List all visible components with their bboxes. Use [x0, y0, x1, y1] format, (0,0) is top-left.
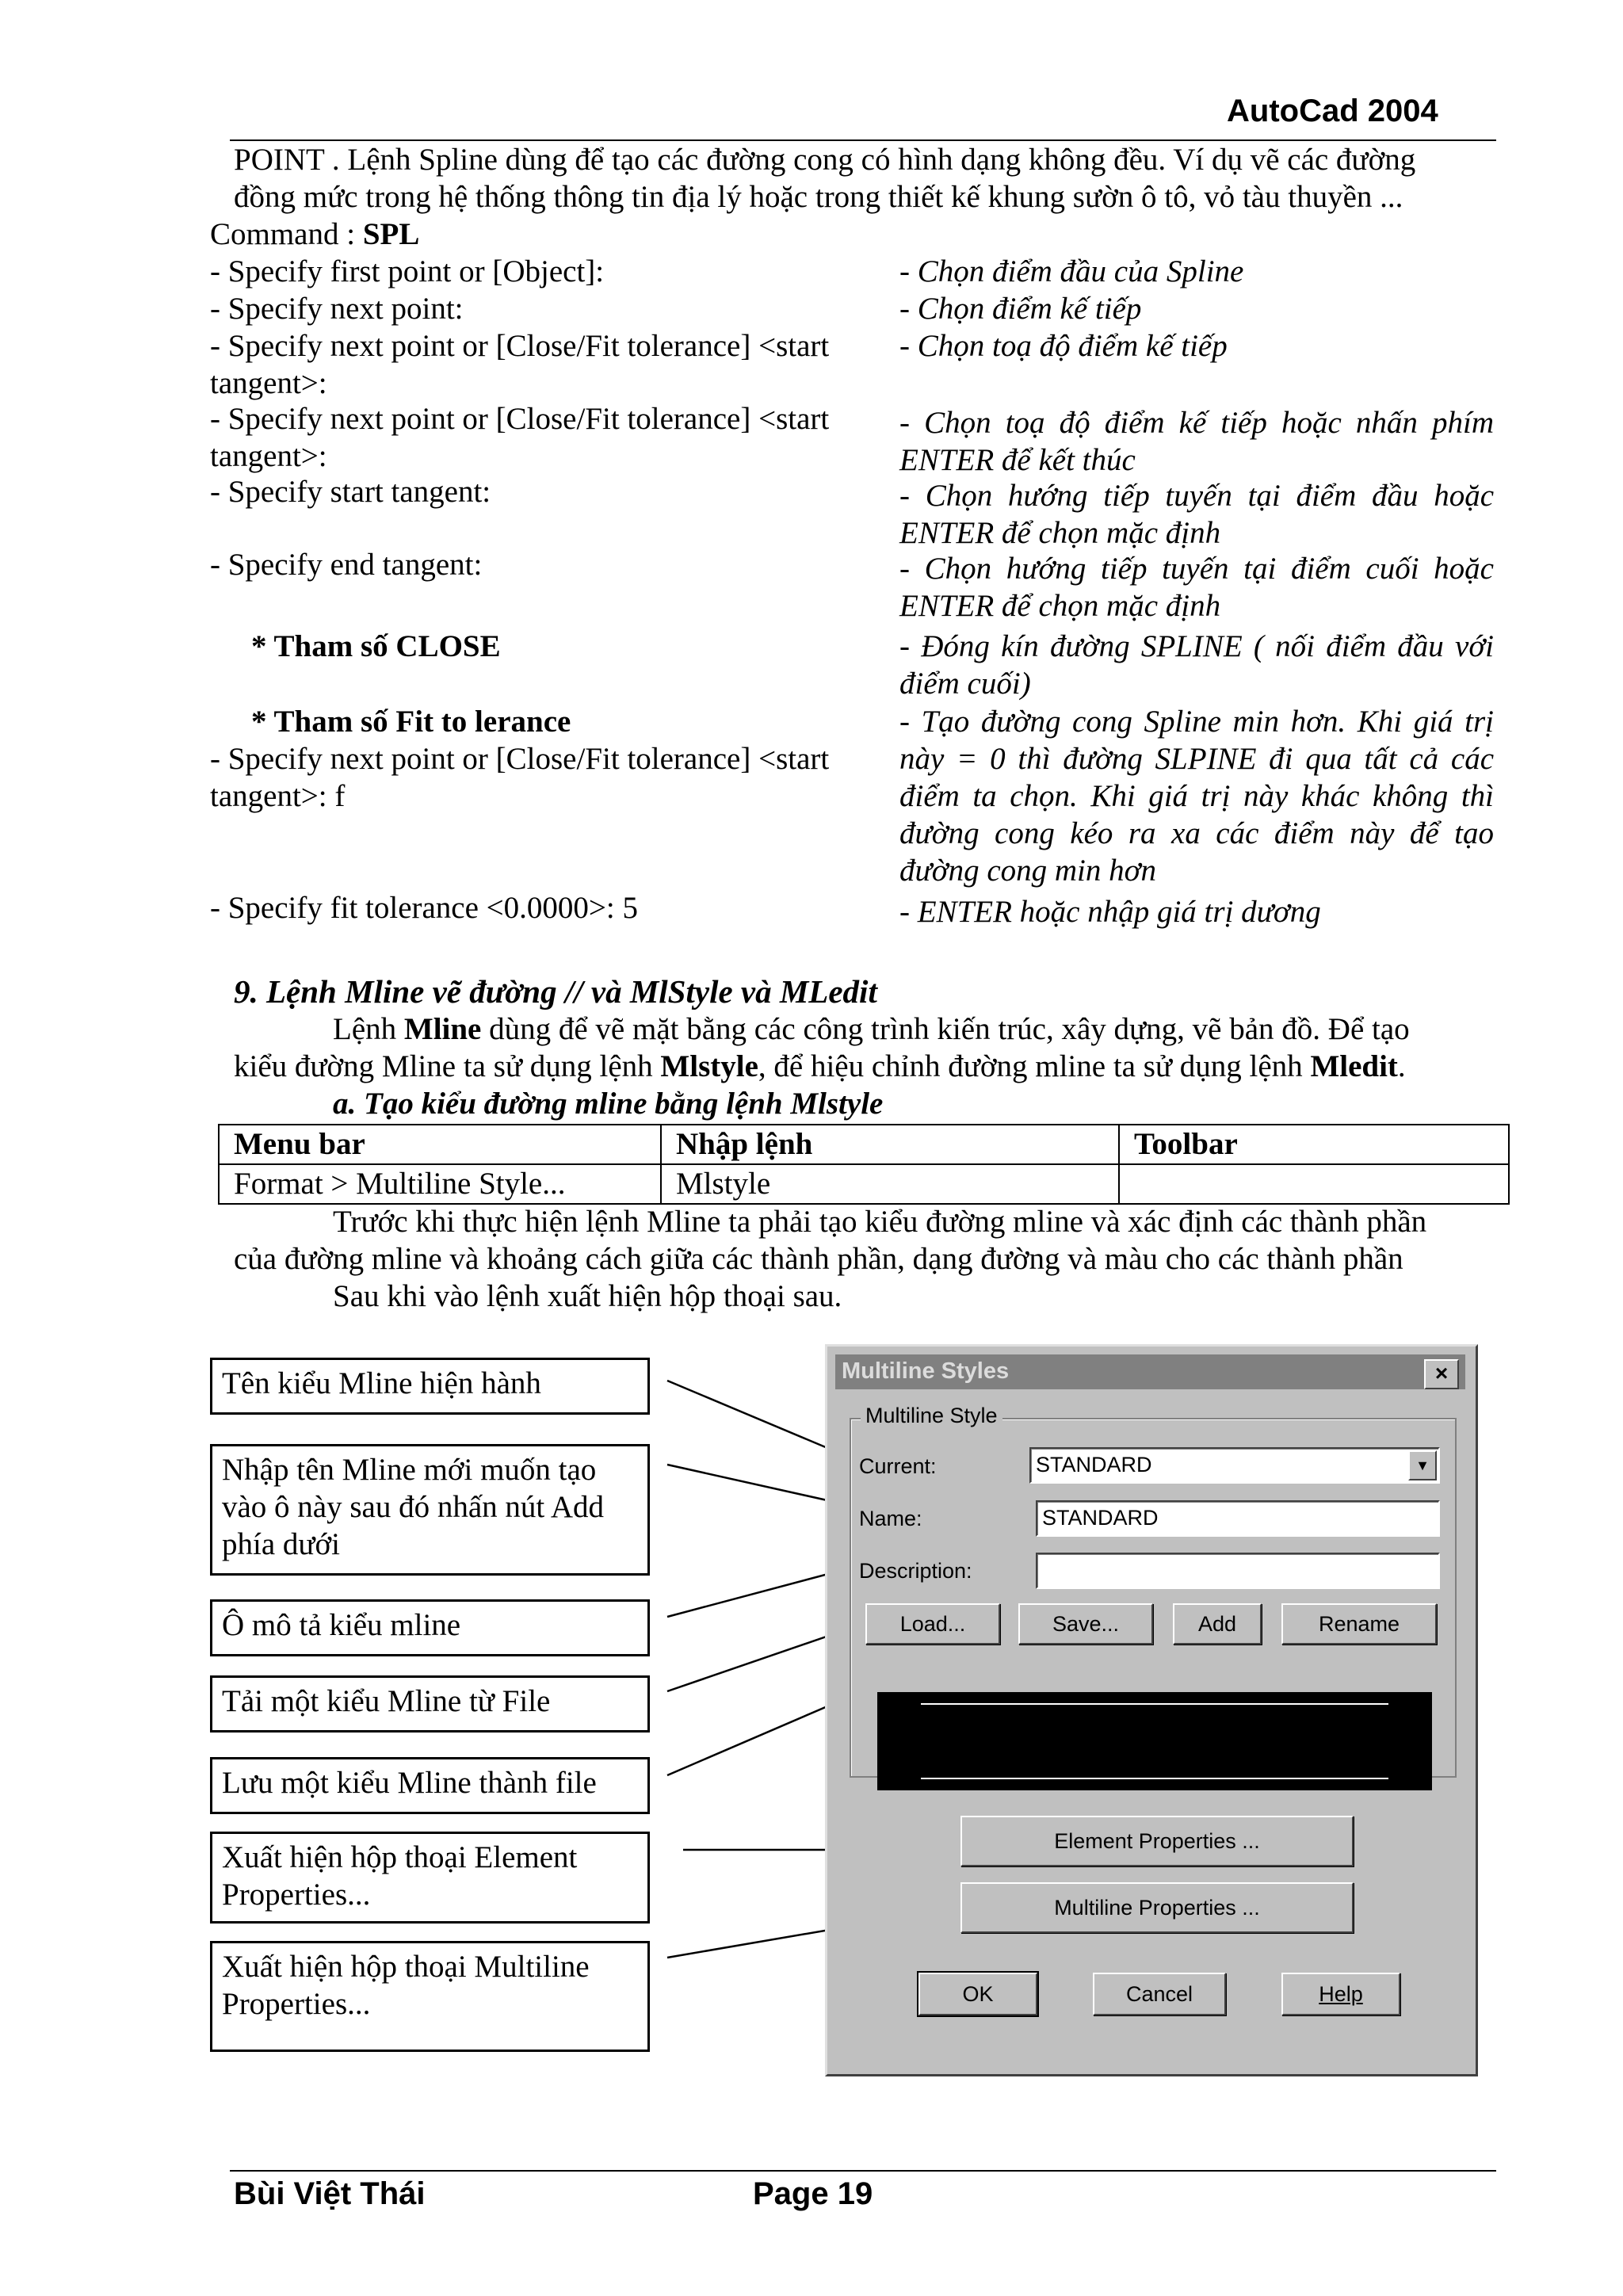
- table-cell: Format > Multiline Style...: [219, 1164, 661, 1204]
- header-title: AutoCad 2004: [1227, 94, 1438, 128]
- p1-text-c: dùng để vẽ mặt bằng các công trình kiến trúc, xây dựng, vẽ bản đồ. Để tạo: [481, 1012, 1410, 1046]
- help-button[interactable]: Help: [1281, 1973, 1400, 2015]
- current-style-dropdown[interactable]: [1029, 1447, 1440, 1484]
- current-label: Current:: [859, 1454, 937, 1478]
- spline-row-prompt: - Specify next point:: [210, 292, 464, 326]
- spline-row-prompt: - Specify fit tolerance <0.0000>: 5: [210, 891, 639, 925]
- callout-current-style: Tên kiểu Mline hiện hành: [210, 1358, 650, 1415]
- callout-load: Tải một kiểu Mline từ File: [210, 1675, 650, 1733]
- p2-text-b: Mlstyle: [660, 1049, 758, 1083]
- intro-line-2: đồng mức trong hệ thống thông tin địa lý hoặc trong thiết kế khung sườn ô tô, vỏ tàu thuyền ...: [234, 180, 1403, 214]
- section-subheading: a. Tạo kiểu đường mline bằng lệnh Mlstyle: [333, 1087, 884, 1121]
- multiline-properties-button[interactable]: Multiline Properties ...: [960, 1882, 1354, 1933]
- section-heading: 9. Lệnh Mline vẽ đường // và MlStyle và MLedit: [234, 973, 877, 1010]
- ok-button[interactable]: OK: [918, 1973, 1037, 2015]
- callout-multiline-properties: Xuất hiện hộp thoại Multiline Properties...: [210, 1941, 650, 2052]
- spline-row-prompt: * Tham số Fit to lerance: [251, 705, 571, 739]
- spline-row-desc: - Tạo đường cong Spline min hơn. Khi giá trị này = 0 thì đường SLPINE đi qua tất cả các điểm ta chọn. Khi giá trị này khác không thì đường cong kéo ra xa các điểm này để tạo đường cong min hơn: [899, 705, 1494, 888]
- spline-row-desc: - Đóng kín đường SPLINE ( nối điểm đầu với điểm cuối): [899, 629, 1494, 701]
- chevron-down-icon[interactable]: ▼: [1408, 1450, 1437, 1480]
- save-button[interactable]: Save...: [1018, 1603, 1153, 1645]
- spline-row-prompt: - Specify first point or [Object]:: [210, 254, 605, 288]
- callout-new-name: Nhập tên Mline mới muốn tạo vào ô này sau đó nhấn nút Add phía dưới: [210, 1444, 650, 1576]
- spline-row-desc: - Chọn hướng tiếp tuyến tại điểm đầu hoặc ENTER để chọn mặc định: [899, 479, 1494, 550]
- command-name: SPL: [362, 217, 420, 251]
- intro-line-1: POINT . Lệnh Spline dùng để tạo các đường cong có hình dạng không đều. Ví dụ vẽ các đường: [234, 143, 1416, 177]
- table-header-cell: Menu bar: [219, 1125, 661, 1164]
- spline-row-desc: - Chọn hướng tiếp tuyến tại điểm cuối hoặc ENTER để chọn mặc định: [899, 552, 1494, 623]
- command-prefix: Command :: [210, 217, 363, 251]
- add-button[interactable]: Add: [1173, 1603, 1262, 1645]
- description-input[interactable]: [1036, 1553, 1440, 1589]
- table-cell: Mlstyle: [661, 1164, 1119, 1204]
- p1-text-a: Lệnh: [333, 1012, 404, 1046]
- footer-author: Bùi Việt Thái: [234, 2176, 426, 2211]
- name-label: Name:: [859, 1507, 922, 1530]
- element-properties-button[interactable]: Element Properties ...: [960, 1816, 1354, 1866]
- load-button[interactable]: Load...: [865, 1603, 1000, 1645]
- p2-text-e: .: [1397, 1049, 1406, 1083]
- after-table-line-2: của đường mline và khoảng cách giữa các thành phần, dạng đường và màu cho các thành phần: [234, 1242, 1403, 1276]
- group-label: Multiline Style: [861, 1404, 1002, 1428]
- p2-text-a: kiểu đường Mline ta sử dụng lệnh: [234, 1049, 661, 1083]
- footer-rule: [230, 2170, 1496, 2172]
- callout-description: Ô mô tả kiểu mline: [210, 1599, 650, 1656]
- preview-line-bottom: [921, 1778, 1388, 1779]
- name-input[interactable]: STANDARD: [1036, 1500, 1440, 1537]
- description-label: Description:: [859, 1559, 972, 1583]
- rename-button[interactable]: Rename: [1281, 1603, 1437, 1645]
- spline-row-desc: - Chọn toạ độ điểm kế tiếp hoặc nhấn phím ENTER để kết thúc: [899, 406, 1494, 477]
- p1-text-b: Mline: [403, 1012, 482, 1046]
- after-table-line-1: Trước khi thực hiện lệnh Mline ta phải tạo kiểu đường mline và xác định các thành phần: [333, 1205, 1427, 1239]
- after-table-line-3: Sau khi vào lệnh xuất hiện hộp thoại sau.: [333, 1279, 842, 1313]
- spline-row-desc: - Chọn toạ độ điểm kế tiếp: [899, 329, 1228, 363]
- p2-text-c: , để hiệu chỉnh đường mline ta sử dụng lệnh: [758, 1049, 1311, 1083]
- multiline-styles-dialog: [825, 1344, 1478, 2076]
- table-header-cell: Nhập lệnh: [661, 1125, 1119, 1164]
- spline-row-prompt: - Specify next point or [Close/Fit tolerance] <start tangent>:: [210, 402, 830, 473]
- footer-page: Page 19: [753, 2176, 873, 2211]
- cancel-button[interactable]: Cancel: [1093, 1973, 1226, 2015]
- spline-row-prompt: - Specify next point or [Close/Fit tolerance] <start tangent>: f: [210, 742, 830, 813]
- preview-line-top: [921, 1703, 1388, 1705]
- spline-row-desc: - Chọn điểm kế tiếp: [899, 292, 1142, 326]
- spline-row-prompt: - Specify start tangent:: [210, 475, 491, 509]
- callout-save: Lưu một kiểu Mline thành file: [210, 1757, 650, 1814]
- dialog-title-bar: [835, 1354, 1465, 1389]
- callout-element-properties: Xuất hiện hộp thoại Element Properties...: [210, 1832, 650, 1924]
- spline-row-desc: - ENTER hoặc nhập giá trị dương: [899, 895, 1321, 929]
- spline-row-desc: - Chọn điểm đầu của Spline: [899, 254, 1244, 288]
- spline-row-prompt: - Specify end tangent:: [210, 548, 483, 582]
- current-style-value: STANDARD: [1036, 1453, 1152, 1477]
- close-icon[interactable]: ×: [1424, 1359, 1459, 1389]
- mline-preview: [877, 1692, 1432, 1790]
- p2-text-d: Mledit: [1310, 1049, 1398, 1083]
- spline-row-prompt: - Specify next point or [Close/Fit tolerance] <start tangent>:: [210, 329, 830, 400]
- table-header-cell: Toolbar: [1119, 1125, 1509, 1164]
- spline-row-prompt: * Tham số CLOSE: [251, 629, 501, 663]
- dialog-title: Multiline Styles: [842, 1358, 1010, 1384]
